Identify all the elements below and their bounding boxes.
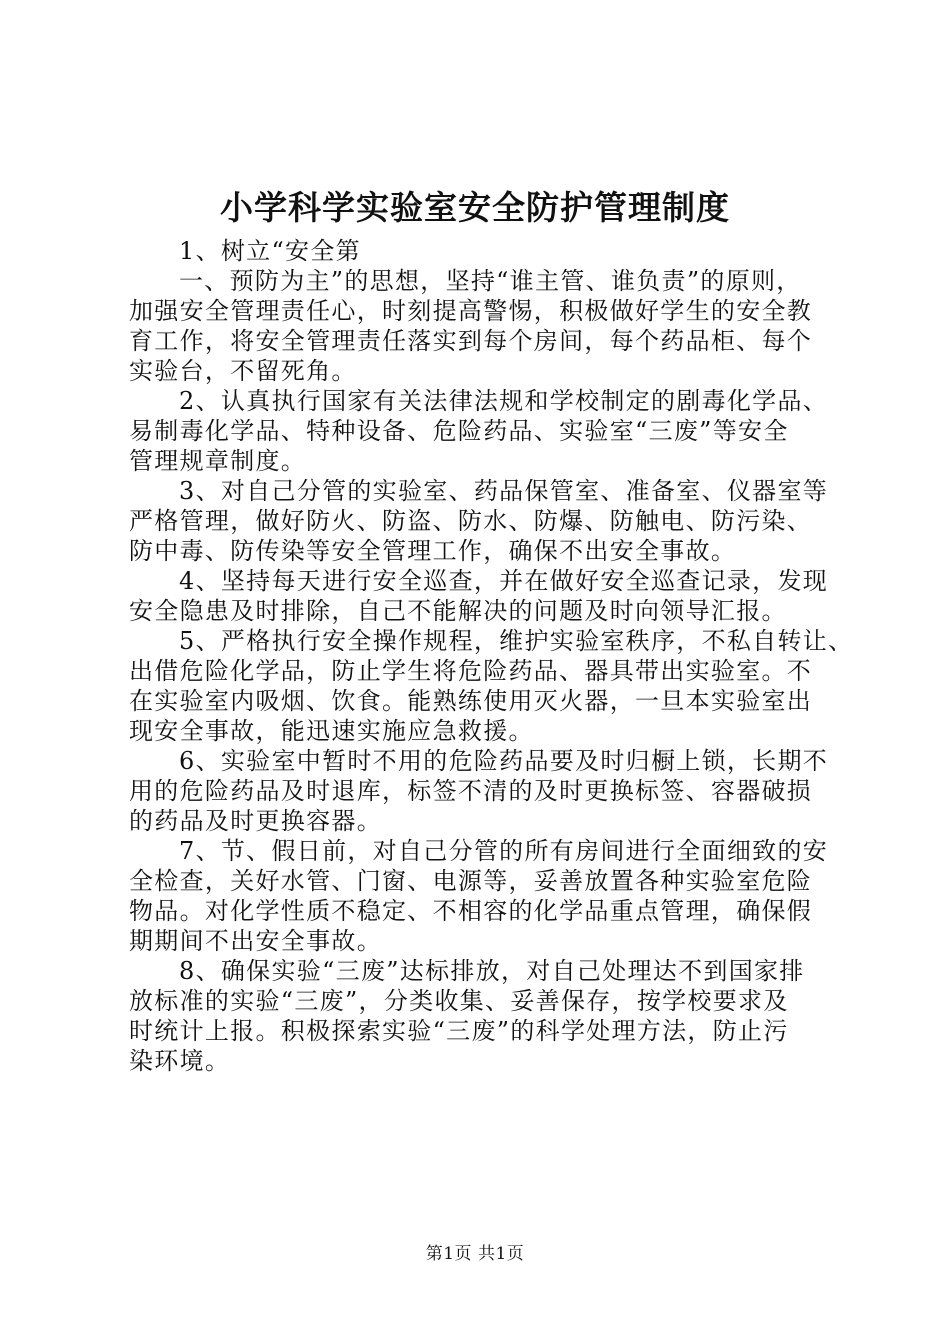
document-body [129,236,854,1076]
text-line: 严格管理，做好防火、防盗、防水、防爆、防触电、防污染、 [129,507,813,535]
text-line: 4、坚持每天进行安全巡查，并在做好安全巡查记录，发现 [179,567,829,595]
text-line: 7、节、假日前，对自己分管的所有房间进行全面细致的安 [179,837,829,865]
text-line: 2、认真执行国家有关法律法规和学校制定的剧毒化学品、 [179,387,829,415]
text-line: 管理规章制度。 [129,447,307,475]
text-line: 育工作，将安全管理责任落实到每个房间，每个药品柜、每个 [129,327,813,355]
text-line: 一、预防为主”的思想，坚持“谁主管、谁负责”的原则， [179,267,802,295]
text-line: 出借危险化学品，防止学生将危险药品、器具带出实验室。不 [129,657,813,685]
text-line: 用的危险药品及时退库，标签不清的及时更换标签、容器破损 [129,777,813,805]
text-line: 全检查，关好水管、门窗、电源等，妥善放置各种实验室危险 [129,867,813,895]
text-line: 现安全事故，能迅速实施应急救援。 [129,717,534,745]
text-line: 物品。对化学性质不稳定、不相容的化学品重点管理，确保假 [129,897,813,925]
text-line: 期期间不出安全事故。 [129,927,382,955]
text-line: 1、树立“安全第 [179,237,361,265]
document-title: 小学科学实验室安全防护管理制度 [220,188,730,227]
text-line: 5、严格执行安全操作规程，维护实验室秩序，不私自转让、 [179,627,854,655]
page-footer: 第1页 共1页 [425,1244,525,1264]
text-line: 实验台，不留死角。 [129,357,357,385]
text-line: 安全隐患及时排除，自己不能解决的问题及时向领导汇报。 [129,597,787,625]
text-line: 易制毒化学品、特种设备、危险药品、实验室“三废”等安全 [129,417,789,445]
text-line: 6、实验室中暂时不用的危险药品要及时归橱上锁，长期不 [179,747,829,775]
text-line: 在实验室内吸烟、饮食。能熟练使用灭火器，一旦本实验室出 [129,687,813,715]
text-line: 时统计上报。积极探索实验“三废”的科学处理方法，防止污 [129,1017,789,1045]
text-line: 8、确保实验“三废”达标排放，对自己处理达不到国家排 [179,957,805,985]
text-line: 防中毒、防传染等安全管理工作，确保不出安全事故。 [129,537,737,565]
text-line: 的药品及时更换容器。 [129,807,382,835]
text-line: 加强安全管理责任心，时刻提高警惕，积极做好学生的安全教 [129,297,813,325]
text-line: 放标准的实验“三废”，分类收集、妥善保存，按学校要求及 [129,987,789,1015]
text-line: 染环境。 [129,1047,231,1075]
text-line: 3、对自己分管的实验室、药品保管室、准备室、仪器室等 [179,477,829,505]
